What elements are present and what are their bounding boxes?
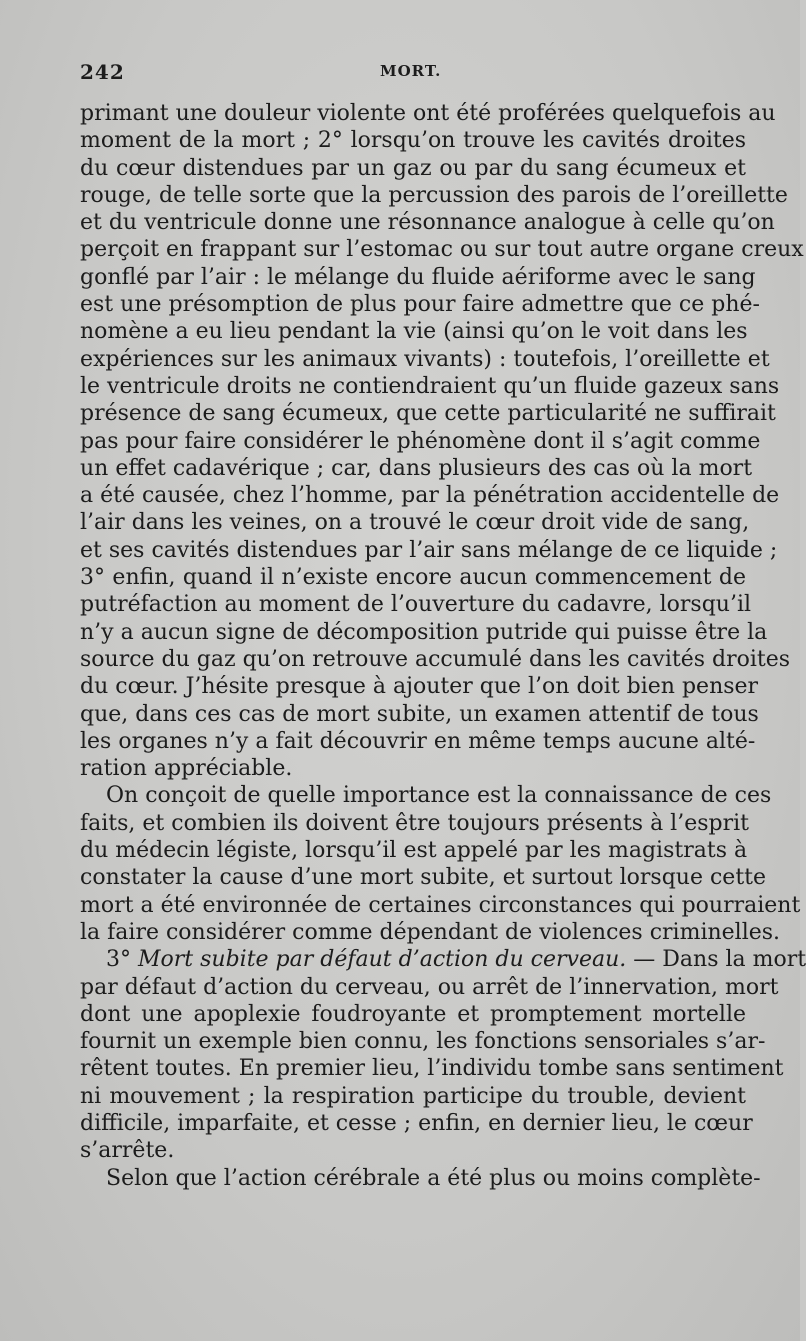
- line-segment: par défaut d’action du cerveau, ou arrêt de l’innervation, mort: [80, 974, 779, 1000]
- text-line: [80, 1110, 753, 1137]
- text-line: [80, 509, 750, 536]
- text-line: [80, 100, 776, 127]
- text-line: [80, 209, 775, 236]
- line-segment: du cœur distendues par un gaz ou par du sang écumeux et: [80, 155, 746, 181]
- line-segment: rêtent toutes. En premier lieu, l’individu tombe sans sentiment: [80, 1056, 784, 1082]
- line-segment: nomène a eu lieu pendant la vie (ainsi qu’on le voit dans les: [80, 319, 748, 345]
- line-segment: ration appréciable.: [80, 756, 293, 782]
- text-line: [80, 946, 806, 973]
- line-segment: putréfaction au moment de l’ouverture du cadavre, lorsqu’il: [80, 592, 752, 618]
- line-segment: 3° enfin, quand il n’existe encore aucun commencement de: [80, 565, 746, 591]
- text-line: [80, 1165, 761, 1192]
- text-line: [80, 755, 746, 782]
- line-segment: faits, et combien ils doivent être toujours présents à l’esprit: [80, 810, 749, 836]
- line-segment: constater la cause d’une mort subite, et surtout lorsque cette: [80, 865, 767, 891]
- text-line: [80, 591, 752, 618]
- line-segment: du cœur. J’hésite presque à ajouter que l’on doit bien penser: [80, 674, 759, 700]
- text-line: [80, 673, 759, 700]
- text-line: [80, 1083, 746, 1110]
- line-segment: Dans la mort: [662, 947, 806, 973]
- text-line: [80, 400, 776, 427]
- line-segment: un effet cadavérique ; car, dans plusieurs des cas où la mort: [80, 455, 753, 481]
- line-segment: n’y a aucun signe de décomposition putride qui puisse être la: [80, 619, 768, 645]
- line-segment: et ses cavités distendues par l’air sans mélange de ce liquide ;: [80, 537, 778, 563]
- text-line: [80, 318, 746, 345]
- line-segment: expériences sur les animaux vivants) : toutefois, l’oreillette et: [80, 346, 770, 372]
- line-segment: moment de la mort ; 2° lorsqu’on trouve les cavités droites: [80, 128, 746, 154]
- line-segment: 3°: [106, 947, 138, 973]
- line-segment: mort a été environnée de certaines circonstances qui pourraient: [80, 892, 801, 918]
- line-segment: présence de sang écumeux, que cette particularité ne suffirait: [80, 401, 776, 427]
- text-line: [80, 373, 780, 400]
- line-segment: fournit un exemple bien connu, les fonctions sensoriales s’ar-: [80, 1029, 766, 1055]
- page-number: 242: [80, 60, 125, 84]
- body-text: [80, 100, 806, 1192]
- text-line: [80, 455, 753, 482]
- line-segment: que, dans ces cas de mort subite, un examen attentif de tous: [80, 701, 759, 727]
- line-segment: et du ventricule donne une résonnance analogue à celle qu’on: [80, 210, 775, 236]
- text-line: [80, 127, 746, 154]
- text-line: [80, 892, 801, 919]
- line-segment: du médecin légiste, lorsqu’il est appelé par les magistrats à: [80, 838, 748, 864]
- text-line: [80, 182, 788, 209]
- line-segment: perçoit en frappant sur l’estomac ou sur tout autre organe creux: [80, 237, 804, 263]
- section-heading: Mort subite par défaut d’action du cerveau.: [138, 947, 627, 973]
- line-segment: dont une apoplexie foudroyante et promptement mortelle: [80, 1001, 746, 1027]
- text-line: [80, 864, 767, 891]
- text-line: [80, 428, 761, 455]
- text-line: [80, 810, 749, 837]
- text-line: [80, 155, 746, 182]
- line-segment: les organes n’y a fait découvrir en même temps aucune alté-: [80, 728, 756, 754]
- line-segment: s’arrête.: [80, 1138, 175, 1164]
- text-line: [80, 291, 760, 318]
- line-segment: source du gaz qu’on retrouve accumulé dans les cavités droites: [80, 646, 791, 672]
- line-segment: la faire considérer comme dépendant de violences criminelles.: [80, 919, 781, 945]
- text-line: [80, 619, 768, 646]
- text-line: [80, 537, 778, 564]
- line-segment: l’air dans les veines, on a trouvé le cœur droit vide de sang,: [80, 510, 750, 536]
- line-segment: le ventricule droits ne contiendraient qu’un fluide gazeux sans: [80, 373, 780, 399]
- line-segment: primant une douleur violente ont été proférées quelquefois au: [80, 101, 776, 126]
- line-segment: difficile, imparfaite, et cesse ; enfin, en dernier lieu, le cœur: [80, 1110, 753, 1136]
- text-line: [80, 728, 756, 755]
- text-line: [80, 482, 780, 509]
- line-segment: est une présomption de plus pour faire admettre que ce phé-: [80, 292, 760, 318]
- text-line: [80, 646, 791, 673]
- line-segment: —: [626, 947, 663, 973]
- line-segment: rouge, de telle sorte que la percussion des parois de l’oreillette: [80, 182, 788, 208]
- text-line: [80, 919, 781, 946]
- text-line: [80, 1001, 746, 1028]
- line-segment: ni mouvement ; la respiration participe du trouble, devient: [80, 1083, 746, 1109]
- line-segment: pas pour faire considérer le phénomène dont il s’agit comme: [80, 428, 761, 454]
- line-segment: gonflé par l’air : le mélange du fluide aériforme avec le sang: [80, 264, 756, 290]
- line-segment: a été causée, chez l’homme, par la pénétration accidentelle de: [80, 483, 780, 509]
- text-line: [80, 1137, 746, 1164]
- text-line: [80, 974, 779, 1001]
- text-line: [80, 264, 756, 291]
- text-line: [80, 701, 759, 728]
- text-line: [80, 346, 770, 373]
- text-line: [80, 236, 804, 263]
- line-segment: On conçoit de quelle importance est la connaissance de ces: [106, 783, 772, 809]
- text-line: [80, 782, 772, 809]
- page-header: [80, 60, 746, 92]
- text-line: [80, 837, 746, 864]
- text-line: [80, 1028, 766, 1055]
- text-line: [80, 564, 746, 591]
- line-segment: Selon que l’action cérébrale a été plus ou moins complète-: [106, 1165, 761, 1191]
- text-line: [80, 1055, 784, 1082]
- running-head: MORT.: [380, 62, 442, 80]
